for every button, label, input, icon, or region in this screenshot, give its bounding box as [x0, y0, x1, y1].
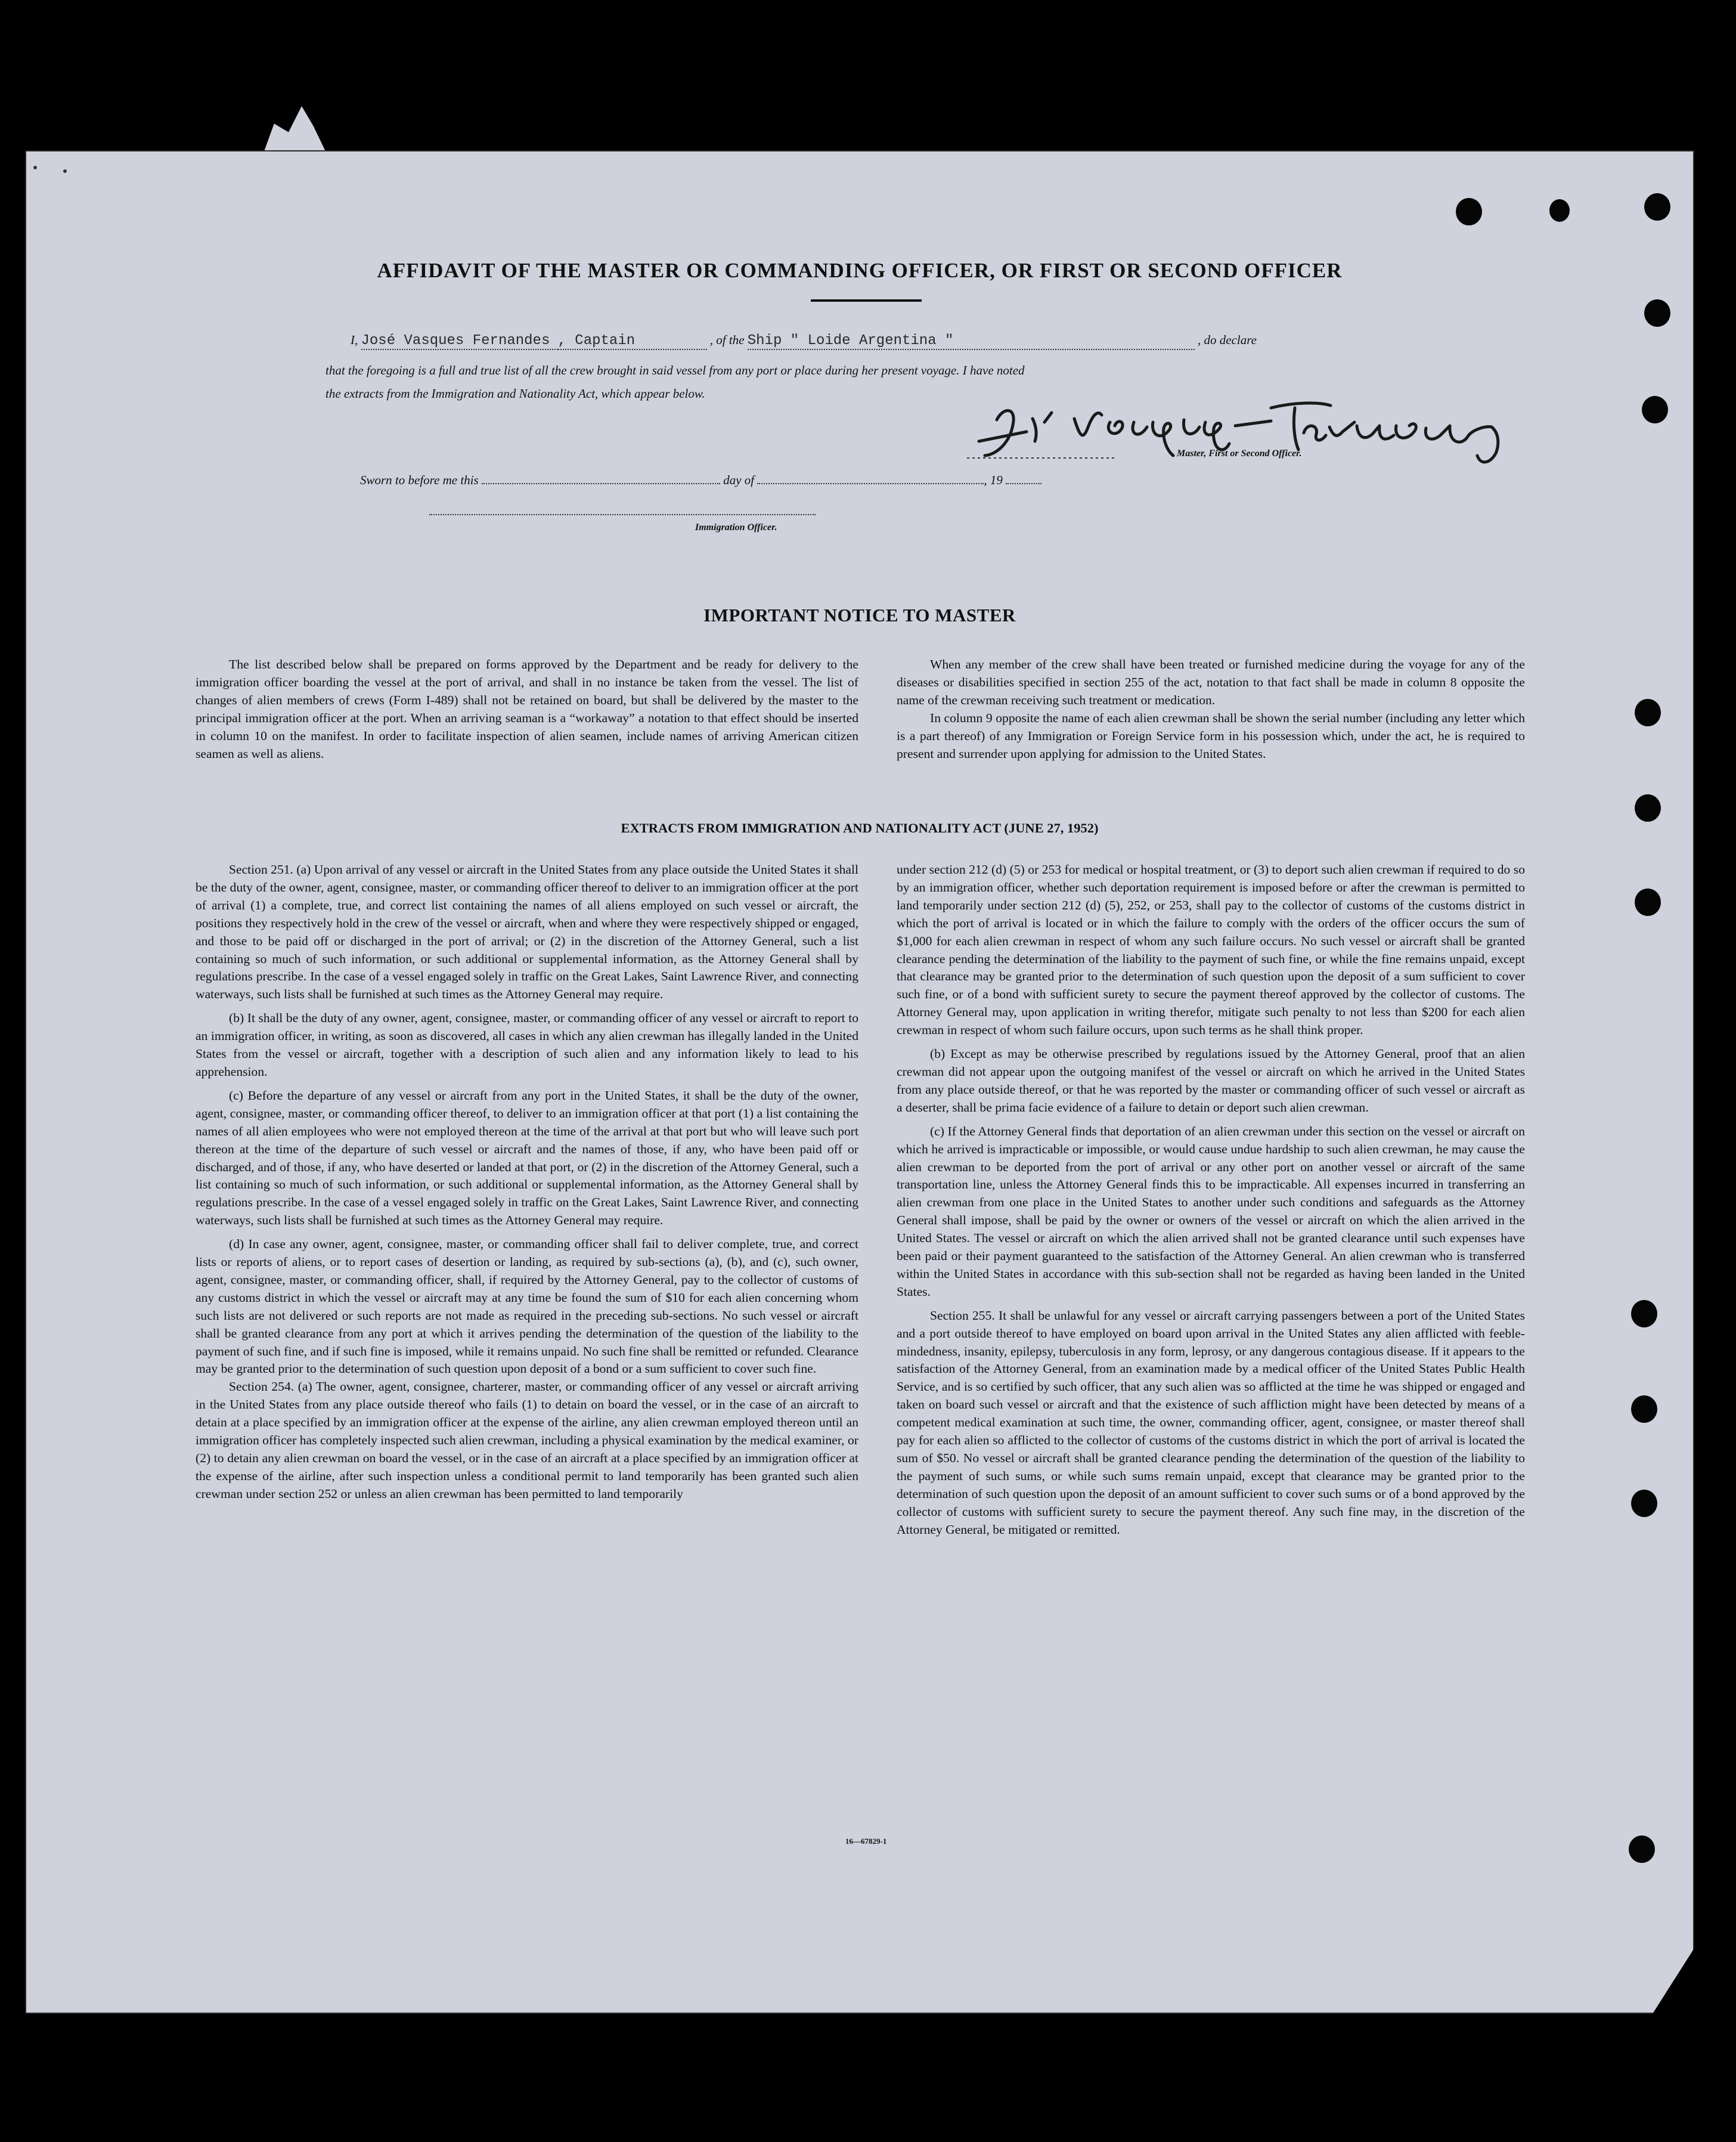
- day-of-label: day of: [723, 473, 755, 487]
- statute-paragraph: (d) In case any owner, agent, consignee, master, or commanding officer shall fail to deliver complete, true, and correct lists or reports of aliens, or to report cases of desertion or landing, as required by sub-sections (a), (b), and (c), such owner, agent, consignee, master, or commanding officer, shall, if required by the Attorney General, pay to the collector of customs of any customs district in which the vessel or aircraft may at any time be found the sum of $10 for each alien concerning whom such lists are not delivered or such reports are not made as required in the preceding sub-sections. No such vessel or aircraft shall be granted clearance from any port at which it arrives pending the determination of the question of the liability to the payment of such fine, and if such fine is imposed, while it remains unpaid. No such fine shall be remitted or refunded. Clearance may be granted prior to the determination of such question upon deposit of a bond or a sum sufficient to cover such fine.: [196, 1237, 858, 1376]
- notice-title: IMPORTANT NOTICE TO MASTER: [703, 605, 1016, 626]
- notice-right-column: [897, 656, 1525, 763]
- of-the-label: , of the: [709, 333, 745, 347]
- statute-paragraph: (c) If the Attorney General finds that deportation of an alien crewman under this section on the vessel or aircraft on which he arrived is impracticable or impossible, or would cause undue hardship to such alien crewman, he may cause the alien crewman to be deported from the port of arrival or any other port on another vessel or aircraft of the same transportation line, unless the Attorney General finds this to be impracticable. All expenses incurred in transferring an alien crewman from one place in the United States to another under such conditions and safeguards as the Attorney General shall impose, shall be paid by the owner or owners of the vessel or aircraft on which the alien arrived in the United States. The vessel or aircraft on which the alien arrived shall not be granted clearance until such expenses have been paid or their payment guaranteed to the satisfaction of the Attorney General. An alien crewman who is transferred within the United States in accordance with this sub-section shall not be regarded as having been landed in the United States.: [897, 1123, 1525, 1299]
- punch-hole: [1549, 199, 1570, 222]
- ink-speck: [63, 169, 67, 173]
- punch-hole: [1629, 1835, 1655, 1863]
- month-blank: [757, 471, 984, 484]
- punch-hole: [1631, 1300, 1657, 1327]
- extracts-title: EXTRACTS FROM IMMIGRATION AND NATIONALITY ACT (JUNE 27, 1952): [621, 821, 1099, 835]
- punch-hole: [1642, 396, 1668, 423]
- declaration-prefix: I,: [351, 333, 358, 347]
- immigration-officer-label: Immigration Officer.: [695, 522, 777, 533]
- punch-hole: [1644, 193, 1670, 221]
- statute-paragraph: under section 212 (d) (5) or 253 for medical or hospital treatment, or (3) to deport such alien crewman if required to do so by an immigration officer, whether such deportation requirement is imposed before or after the crewman is permitted to land temporarily under section 212 (d) (5), 252, or 253, shall pay to the collector of customs of the customs district in which the port of arrival is located or in which the failure to comply with the orders of the officer occurs the sum of $1,000 for each alien crewman in respect of whom any such failure occurs. No such vessel or aircraft shall be granted clearance pending the determination of the liability to the payment of such fine, or while the fine remains unpaid, except that clearance may be granted prior to the determination of such question upon the deposit of a sum sufficient to cover such fine, or of a bond with sufficient surety to secure the payment thereof approved by the collector of customs. The Attorney General may, upon application in writing therefor, mitigate such penalty to not less than $200 for each alien crewman in respect of whom such failure occurs, upon such terms as he shall think proper.: [897, 862, 1525, 1038]
- notice-left-column: [196, 656, 858, 763]
- officer-name-field: José Vasques Fernandes: [361, 333, 558, 350]
- form-page: [25, 150, 1694, 2014]
- immigration-officer-signature-line: [429, 514, 816, 515]
- statute-paragraph: (b) Except as may be otherwise prescribed by regulations issued by the Attorney General, proof that an alien crewman did not appear upon the outgoing manifest of the vessel or aircraft on which he arrived in the United States from any place outside thereof, or that he was reported by the master or commanding officer of such vessel or aircraft as a deserter, shall be prima facie evidence of a failure to detain or deport such alien crewman.: [897, 1047, 1525, 1115]
- punch-hole: [1635, 889, 1661, 916]
- declaration-line-3: the extracts from the Immigration and Nationality Act, which appear below.: [326, 386, 705, 401]
- officer-title-field: , Captain: [558, 333, 707, 350]
- punch-hole: [1631, 1490, 1657, 1517]
- statute-paragraph: (c) Before the departure of any vessel or aircraft from any port in the United States, it shall be the duty of the owner, agent, consignee, master, or commanding officer thereof, to deliver to an immigration officer at that port (1) a list containing the names of all alien employees who were not employed thereon at the time of the arrival at that port but who will leave such port thereon at the time of the departure of such vessel or aircraft and the names of those, if any, who have been paid off or discharged, and of those, if any, who have deserted or landed at that port, or (2) in the discretion of the Attorney General, such a list containing so much of such information, or such additional or supplemental information, as the Attorney General shall by regulations prescribe. In the case of a vessel engaged solely in traffic on the Great Lakes, Saint Lawrence River, and connecting waterways, such lists shall be furnished at such times as the Attorney General may require.: [196, 1088, 858, 1228]
- declaration-line-1: [351, 333, 1257, 350]
- punch-hole: [1635, 699, 1661, 726]
- affidavit-title: AFFIDAVIT OF THE MASTER OR COMMANDING OFFICER, OR FIRST OR SECOND OFFICER: [377, 259, 1343, 282]
- year-blank: [1006, 471, 1041, 484]
- statute-paragraph: (b) It shall be the duty of any owner, agent, consignee, master, or commanding officer of any vessel or aircraft to report to an immigration officer, in writing, as soon as discovered, all cases in which any alien crewman has illegally landed in the United States from the vessel or aircraft, together with a description of such alien and any information likely to lead to his apprehension.: [196, 1011, 858, 1079]
- extracts-left-column: [196, 861, 858, 1503]
- punch-hole: [1631, 1395, 1657, 1423]
- punch-hole: [1456, 198, 1482, 225]
- officer-signature: [961, 384, 1551, 479]
- title-rule: [811, 299, 922, 302]
- notice-paragraph: In column 9 opposite the name of each alien crewman shall be shown the serial number (including any letter which is a part thereof) of any Immigration or Foreign Service form in his possession which, under the act, he is required to present and surrender upon applying for admission to the United States.: [897, 710, 1525, 761]
- vessel-name-field: Ship " Loide Argentina ": [748, 333, 1195, 350]
- page-corner: [1653, 1948, 1694, 2014]
- extracts-right-column: [897, 861, 1525, 1539]
- year-label: , 19: [984, 473, 1003, 487]
- statute-paragraph: Section 254. (a) The owner, agent, consignee, charterer, master, or commanding officer of any vessel or aircraft arriving in the United States from any place outside thereof who fails (1) to detain on board the vessel, or in the case of an aircraft to detain at a place specified by an immigration officer at the expense of the airline, any alien crewman employed thereon until an immigration officer has completely inspected such alien crewman, including a physical examination by the medical examiner, or (2) to detain any alien crewman on board the vessel, or in the case of an aircraft at a place specified by an immigration officer at the expense of the airline, after such inspection unless a conditional permit to land temporarily has been granted such alien crewman under section 252 or unless an alien crewman has been permitted to land temporarily: [196, 1379, 858, 1501]
- declaration-line-2: that the foregoing is a full and true list of all the crew brought in said vessel from any port or place during her present voyage. I have noted: [326, 363, 1025, 377]
- sworn-line: [360, 471, 1041, 488]
- ink-speck: [33, 166, 37, 169]
- punch-hole: [1635, 794, 1661, 822]
- master-signature-label: Master, First or Second Officer.: [1177, 448, 1302, 459]
- statute-paragraph: Section 251. (a) Upon arrival of any vessel or aircraft in the United States from any place outside the United States it shall be the duty of the owner, agent, consignee, master, or commanding officer thereof to deliver to an immigration officer at the port of arrival (1) a complete, true, and correct list containing the names of all aliens employed on such vessel or aircraft, the positions they respectively hold in the crew of the vessel or aircraft, when and where they were respectively shipped or engaged, and those to be paid off or discharged in the port of arrival; or (2) in the discretion of the Attorney General, such a list containing so much of such information, or such additional or supplemental information, as the Attorney General shall by regulations prescribe. In the case of a vessel engaged solely in traffic on the Great Lakes, Saint Lawrence River, and connecting waterways, such lists shall be furnished at such times as the Attorney General may require.: [196, 862, 858, 1002]
- do-declare-label: , do declare: [1198, 333, 1257, 347]
- punch-hole: [1644, 299, 1670, 327]
- sworn-date-blank: [482, 471, 720, 484]
- form-number: 16—67829-1: [845, 1837, 887, 1846]
- sworn-label: Sworn to before me this: [360, 473, 479, 487]
- torn-paper-tab: [262, 106, 328, 156]
- statute-paragraph: Section 255. It shall be unlawful for any vessel or aircraft carrying passengers between a port of the United States and a port outside thereof to have employed on board upon arrival in the United States any alien afflicted with feeble-mindedness, insanity, epilepsy, tuberculosis in any form, leprosy, or any dangerous contagious disease. If it appears to the satisfaction of the Attorney General, from an examination made by a medical officer of the United States Public Health Service, and is so certified by such officer, that any such alien was so afflicted at the time he was shipped or engaged and taken on board such vessel or aircraft and that the existence of such affliction might have been detected by means of a competent medical examination at such time, the owner, commanding officer, agent, consignee, or master thereof shall pay for each alien so afflicted to the collector of customs of the customs district in which the port of arrival is located the sum of $50. No vessel or aircraft shall be granted clearance pending the determination of the question of the liability to the payment of such sums, or while such sums remain unpaid, except that clearance may be granted prior to the determination of such question upon the deposit of an amount sufficient to cover such sums or of a bond approved by the collector of customs with sufficient surety to secure the payment thereof. Any such fine may, in the discretion of the Attorney General, be mitigated or remitted.: [897, 1308, 1525, 1537]
- notice-paragraph: When any member of the crew shall have been treated or furnished medicine during the voyage for any of the diseases or disabilities specified in section 255 of the act, notation to that fact shall be made in column 8 opposite the name of the crewman receiving such treatment or medication.: [897, 657, 1525, 707]
- notice-paragraph: The list described below shall be prepared on forms approved by the Department and be ready for delivery to the immigration officer boarding the vessel at the port of arrival, and shall in no instance be taken from the vessel. The list of changes of alien members of crews (Form I-489) shall not be retained on board, but shall be delivered by the master to the principal immigration officer at the port. When an arriving seaman is a “workaway” a notation to that effect should be inserted in column 10 on the manifest. In order to facilitate inspection of alien seamen, include names of arriving American citizen seamen as well as aliens.: [196, 657, 858, 761]
